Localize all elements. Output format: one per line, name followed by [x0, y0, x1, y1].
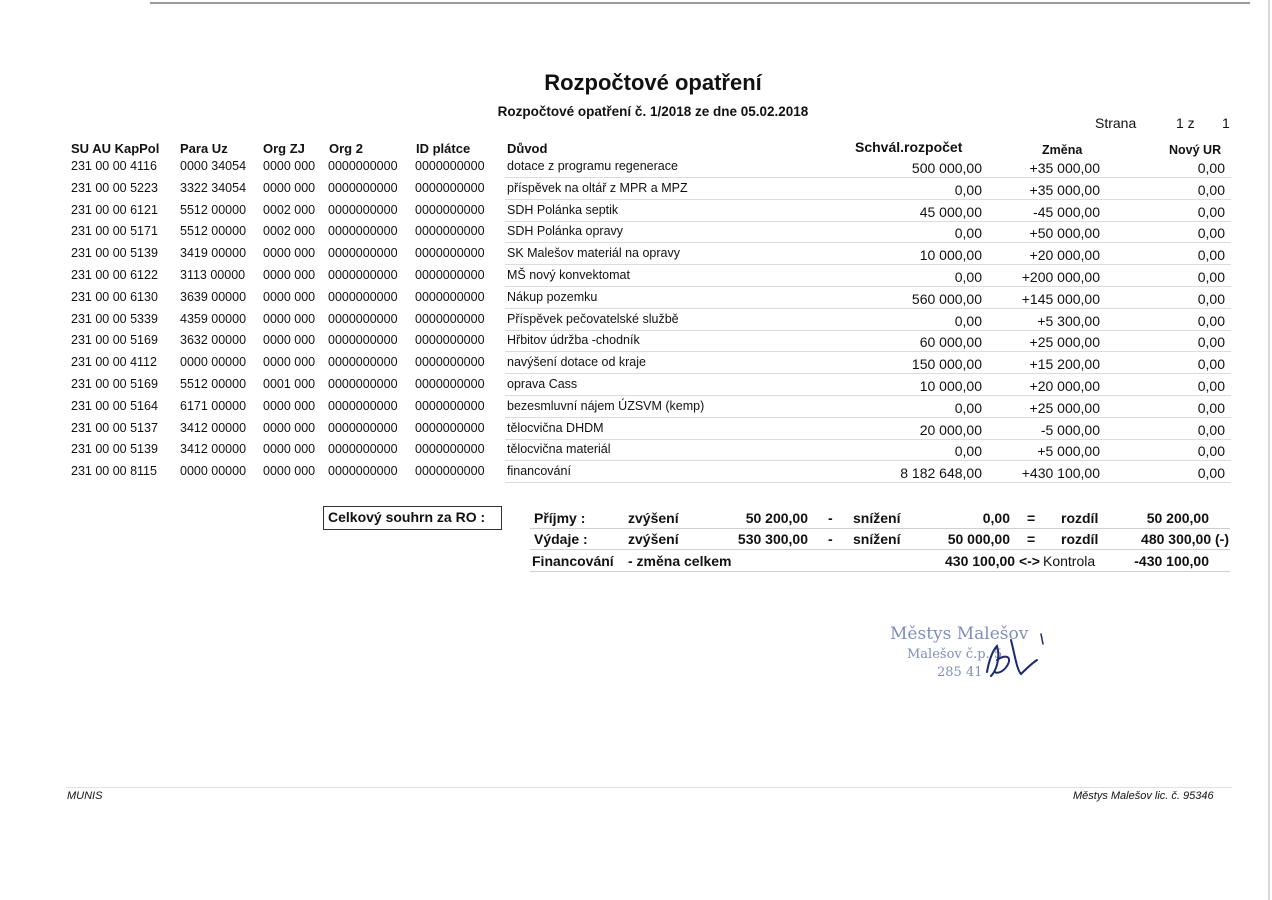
row-cell-duvod: tělocvična materiál	[507, 442, 611, 457]
row-cell-novy: 0,00	[1197, 443, 1225, 460]
row-cell-su: 231 00 00 5164	[71, 398, 158, 413]
row-divider	[505, 177, 1231, 178]
row-cell-org: 0000 000	[263, 420, 316, 435]
row-cell-zmena: +20 000,00	[1029, 378, 1100, 394]
row-cell-org: 0000 000	[263, 464, 316, 479]
vydaje-rozdil-label: rozdíl	[1061, 531, 1099, 547]
prijmy-zvyseni-label: zvýšení	[628, 510, 679, 526]
row-divider	[505, 373, 1231, 374]
row-cell-schval: 0,00	[954, 312, 982, 329]
row-cell-id: 0000000000	[415, 420, 485, 435]
summary-line-1	[530, 528, 1230, 529]
row-cell-su: 231 00 00 4112	[71, 355, 157, 370]
summary-line-3	[530, 571, 1230, 572]
row-cell-su: 231 00 00 8115	[71, 464, 157, 479]
row-divider	[505, 417, 1231, 418]
row-divider	[505, 286, 1231, 287]
row-cell-novy: 0,00	[1197, 421, 1225, 438]
row-cell-zmena: +15 200,00	[1029, 356, 1100, 373]
row-cell-id: 0000000000	[415, 333, 485, 348]
row-cell-duvod: financování	[507, 464, 571, 479]
col-header-para: Para Uz	[180, 141, 228, 156]
prijmy-snizeni-label: snížení	[853, 510, 901, 526]
col-header-su: SU AU KapPol	[71, 141, 160, 156]
row-cell-org: 0000 000	[263, 289, 316, 304]
row-cell-duvod: bezesmluvní nájem ÚZSVM (kemp)	[507, 398, 705, 413]
row-cell-novy: 0,00	[1197, 269, 1225, 285]
prijmy-snizeni-value: 0,00	[982, 510, 1010, 526]
row-cell-duvod: navýšení dotace od kraje	[507, 355, 646, 370]
row-cell-schval: 500 000,00	[911, 160, 982, 176]
row-cell-id: 0000000000	[415, 224, 485, 239]
row-divider	[505, 199, 1231, 200]
row-cell-novy: 0,00	[1197, 356, 1225, 373]
row-cell-schval: 10 000,00	[919, 378, 982, 394]
row-cell-zmena: +145 000,00	[1021, 290, 1100, 307]
row-cell-su: 231 00 00 5139	[71, 246, 158, 261]
row-cell-org2: 0000000000	[328, 202, 398, 217]
row-cell-novy: 0,00	[1197, 290, 1225, 307]
row-cell-org: 0000 000	[263, 442, 316, 457]
signature	[975, 620, 1055, 690]
row-cell-para: 3639 00000	[180, 289, 247, 304]
row-cell-su: 231 00 00 5171	[71, 224, 158, 239]
footer-line	[66, 787, 1232, 788]
row-cell-para: 3322 34054	[180, 180, 247, 195]
row-cell-id: 0000000000	[415, 311, 485, 326]
row-divider	[505, 460, 1231, 461]
row-cell-zmena: +25 000,00	[1029, 399, 1100, 416]
vydaje-dash: -	[828, 531, 833, 547]
row-cell-novy: 0,00	[1197, 247, 1225, 264]
row-divider	[505, 395, 1231, 396]
row-divider	[505, 439, 1231, 440]
row-cell-su: 231 00 00 5223	[71, 180, 158, 195]
row-cell-id: 0000000000	[415, 159, 485, 173]
row-cell-id: 0000000000	[415, 442, 485, 457]
row-cell-org: 0000 000	[263, 355, 316, 370]
row-cell-para: 3419 00000	[180, 246, 247, 261]
right-border-line	[1268, 0, 1270, 900]
stamp-line-1: Městys Malešov	[890, 624, 1029, 644]
row-cell-org: 0000 000	[263, 398, 316, 413]
row-cell-para: 3412 00000	[180, 442, 247, 457]
row-divider	[505, 221, 1231, 222]
vydaje-zvyseni-label: zvýšení	[628, 531, 679, 547]
row-cell-schval: 45 000,00	[919, 203, 982, 220]
row-cell-zmena: +50 000,00	[1029, 225, 1100, 242]
row-cell-para: 6171 00000	[180, 398, 247, 413]
row-cell-novy: 0,00	[1197, 225, 1225, 242]
row-divider	[505, 242, 1231, 243]
row-cell-su: 231 00 00 6121	[71, 202, 158, 217]
vydaje-snizeni-value: 50 000,00	[947, 531, 1010, 547]
col-header-org: Org ZJ	[263, 141, 305, 156]
row-cell-para: 0000 34054	[180, 159, 247, 173]
row-cell-org2: 0000000000	[328, 464, 398, 479]
row-cell-para: 4359 00000	[180, 311, 247, 326]
row-cell-para: 5512 00000	[180, 377, 247, 391]
financovani-label: Financování	[532, 553, 614, 569]
row-cell-duvod: SDH Polánka opravy	[507, 224, 624, 239]
row-cell-novy: 0,00	[1197, 465, 1225, 482]
row-cell-schval: 0,00	[954, 399, 982, 416]
row-cell-zmena: +20 000,00	[1029, 247, 1100, 264]
row-cell-org: 0000 000	[263, 159, 316, 173]
row-divider	[505, 308, 1231, 309]
document-title: Rozpočtové opatření	[544, 70, 762, 95]
row-cell-zmena: +5 300,00	[1037, 312, 1100, 329]
col-header-novy-ur: Nový UR	[1169, 143, 1222, 157]
row-cell-id: 0000000000	[415, 246, 485, 261]
row-cell-novy: 0,00	[1197, 334, 1225, 351]
row-cell-org: 0000 000	[263, 311, 316, 326]
row-cell-zmena: +5 000,00	[1037, 443, 1100, 460]
row-divider	[505, 482, 1231, 483]
row-cell-duvod: Hřbitov údržba -chodník	[507, 333, 640, 348]
row-cell-org: 0000 000	[263, 180, 316, 195]
row-cell-id: 0000000000	[415, 268, 485, 282]
stamp-line-3: 285 41	[937, 665, 983, 680]
vydaje-snizeni-label: snížení	[853, 531, 901, 547]
row-cell-su: 231 00 00 5339	[71, 311, 158, 326]
row-cell-duvod: dotace z programu regenerace	[507, 159, 678, 173]
col-header-duvod: Důvod	[507, 141, 548, 156]
row-cell-su: 231 00 00 5137	[71, 420, 158, 435]
footer-left: MUNIS	[67, 790, 103, 802]
row-cell-org: 0000 000	[263, 268, 316, 282]
top-border-line	[150, 2, 1250, 4]
row-cell-org2: 0000000000	[328, 355, 398, 370]
row-cell-org2: 0000000000	[328, 377, 398, 391]
row-cell-para: 3113 00000	[180, 268, 246, 282]
row-cell-para: 3412 00000	[180, 420, 247, 435]
document-subtitle: Rozpočtové opatření č. 1/2018 ze dne 05.02.2018	[497, 104, 809, 119]
col-header-zmena: Změna	[1042, 143, 1083, 157]
row-cell-para: 0000 00000	[180, 464, 247, 479]
prijmy-equals: =	[1027, 510, 1036, 526]
row-cell-schval: 0,00	[954, 225, 982, 242]
row-cell-org: 0002 000	[263, 202, 316, 217]
row-cell-id: 0000000000	[415, 180, 485, 195]
row-cell-org2: 0000000000	[328, 333, 398, 348]
prijmy-dash: -	[828, 510, 833, 526]
row-cell-novy: 0,00	[1197, 203, 1225, 220]
row-cell-org2: 0000000000	[328, 268, 398, 282]
row-cell-org2: 0000000000	[328, 180, 398, 195]
row-cell-org: 0001 000	[263, 377, 316, 391]
row-cell-duvod: SK Malešov materiál na opravy	[507, 246, 680, 261]
row-cell-org2: 0000000000	[328, 289, 398, 304]
row-cell-su: 231 00 00 5139	[71, 442, 158, 457]
row-divider	[505, 330, 1231, 331]
row-cell-para: 5512 00000	[180, 202, 247, 217]
summary-label: Celkový souhrn za RO :	[328, 509, 486, 525]
financovani-value: 430 100,00 <->	[945, 553, 1040, 569]
row-cell-org2: 0000000000	[328, 311, 398, 326]
row-cell-zmena: +25 000,00	[1029, 334, 1100, 351]
row-cell-org2: 0000000000	[328, 398, 398, 413]
summary-line-2	[530, 549, 1230, 550]
row-cell-id: 0000000000	[415, 355, 485, 370]
row-cell-novy: 0,00	[1197, 378, 1225, 394]
row-cell-zmena: -45 000,00	[1033, 203, 1100, 220]
row-cell-su: 231 00 00 4116	[71, 159, 157, 173]
prijmy-rozdil-label: rozdíl	[1061, 510, 1099, 526]
page-label: Strana	[1095, 115, 1137, 131]
row-cell-org: 0002 000	[263, 224, 316, 239]
row-cell-su: 231 00 00 6130	[71, 289, 158, 304]
vydaje-zvyseni-value: 530 300,00	[737, 531, 808, 547]
row-cell-para: 3632 00000	[180, 333, 247, 348]
row-cell-schval: 8 182 648,00	[900, 465, 982, 482]
row-cell-duvod: Nákup pozemku	[507, 289, 598, 304]
row-cell-schval: 10 000,00	[919, 247, 982, 264]
row-cell-duvod: tělocvična DHDM	[507, 420, 604, 435]
row-cell-schval: 60 000,00	[919, 334, 982, 351]
row-cell-su: 231 00 00 5169	[71, 377, 158, 391]
row-cell-org2: 0000000000	[328, 246, 398, 261]
row-cell-id: 0000000000	[415, 398, 485, 413]
vydaje-rozdil-value: 480 300,00 (-)	[1141, 531, 1229, 547]
row-cell-id: 0000000000	[415, 289, 485, 304]
financovani-change-label: - změna celkem	[628, 553, 732, 569]
row-cell-org: 0000 000	[263, 246, 316, 261]
vydaje-label: Výdaje :	[534, 531, 588, 547]
row-cell-duvod: SDH Polánka septik	[507, 202, 619, 217]
row-cell-novy: 0,00	[1197, 160, 1225, 176]
row-cell-duvod: příspěvek na oltář z MPR a MPZ	[507, 180, 688, 195]
row-cell-zmena: +35 000,00	[1029, 160, 1100, 176]
col-header-schval: Schvál.rozpočet	[855, 139, 963, 155]
vydaje-equals: =	[1027, 531, 1036, 547]
kontrola-label: Kontrola	[1043, 553, 1096, 569]
row-cell-schval: 560 000,00	[911, 290, 982, 307]
row-cell-schval: 0,00	[954, 181, 982, 198]
row-cell-su: 231 00 00 6122	[71, 268, 158, 282]
row-cell-su: 231 00 00 5169	[71, 333, 158, 348]
kontrola-value: -430 100,00	[1134, 553, 1209, 569]
row-cell-duvod: oprava Cass	[507, 377, 578, 391]
row-divider	[505, 264, 1231, 265]
row-cell-duvod: MŠ nový konvektomat	[507, 268, 630, 282]
prijmy-label: Příjmy :	[534, 510, 586, 526]
row-divider	[505, 351, 1231, 352]
row-cell-novy: 0,00	[1197, 181, 1225, 198]
row-cell-novy: 0,00	[1197, 399, 1225, 416]
footer-right: Městys Malešov lic. č. 95346	[1073, 790, 1214, 802]
row-cell-schval: 150 000,00	[911, 356, 982, 373]
row-cell-novy: 0,00	[1197, 312, 1225, 329]
row-cell-org2: 0000000000	[328, 224, 398, 239]
row-cell-zmena: +35 000,00	[1029, 181, 1100, 198]
prijmy-zvyseni-value: 50 200,00	[745, 510, 808, 526]
page-current: 1 z	[1176, 115, 1195, 131]
col-header-id-platce: ID plátce	[416, 141, 471, 156]
row-cell-schval: 0,00	[954, 443, 982, 460]
row-cell-zmena: +430 100,00	[1021, 465, 1100, 482]
prijmy-rozdil-value: 50 200,00	[1146, 510, 1209, 526]
page-total: 1	[1222, 115, 1230, 131]
row-cell-zmena: +200 000,00	[1021, 269, 1100, 285]
row-cell-zmena: -5 000,00	[1040, 421, 1100, 438]
row-cell-org: 0000 000	[263, 333, 316, 348]
row-cell-id: 0000000000	[415, 464, 485, 479]
row-cell-id: 0000000000	[415, 377, 485, 391]
row-cell-schval: 20 000,00	[919, 421, 982, 438]
row-cell-para: 0000 00000	[180, 355, 247, 370]
row-cell-id: 0000000000	[415, 202, 485, 217]
row-cell-duvod: Příspěvek pečovatelské službě	[507, 311, 679, 326]
row-cell-para: 5512 00000	[180, 224, 247, 239]
row-cell-org2: 0000000000	[328, 420, 398, 435]
col-header-org2: Org 2	[329, 141, 363, 156]
row-cell-schval: 0,00	[954, 269, 982, 285]
stamp-line-2: Malešov č.p. 5	[907, 647, 1003, 662]
row-cell-org2: 0000000000	[328, 442, 398, 457]
row-cell-org2: 0000000000	[328, 159, 398, 173]
